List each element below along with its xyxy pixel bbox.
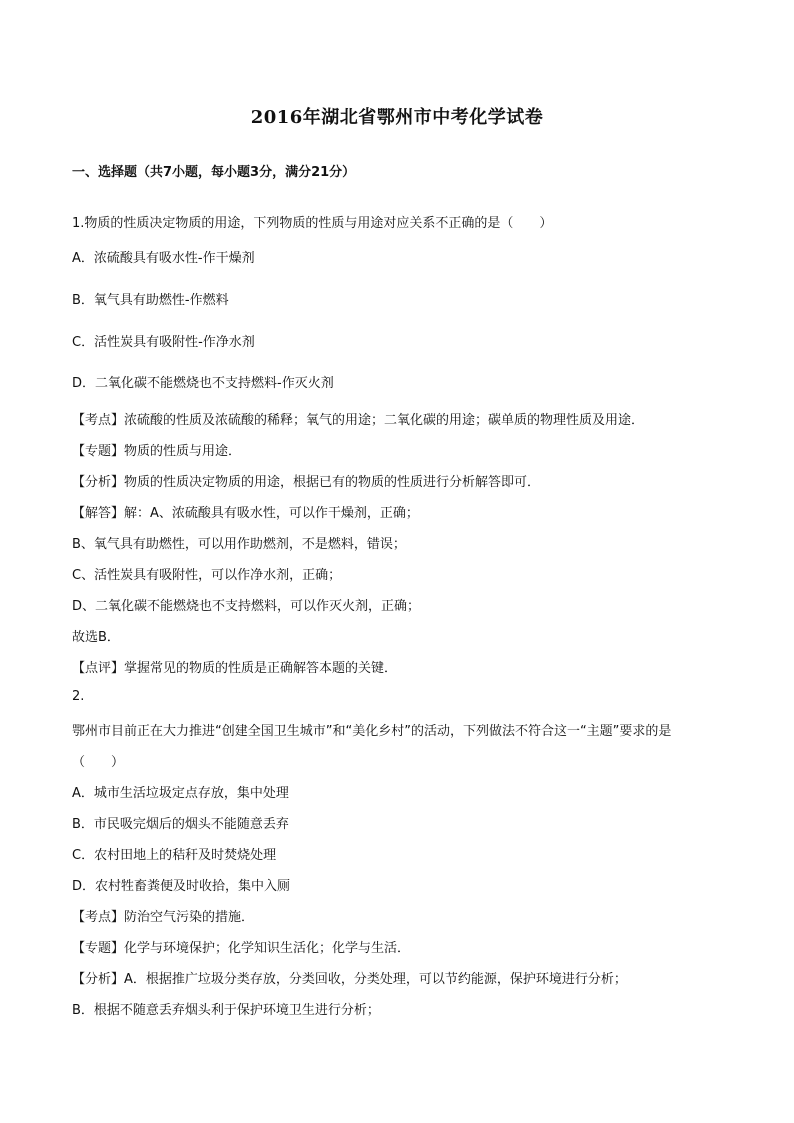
q2-option-c: C．农村田地上的秸秆及时焚烧处理 [72, 848, 277, 863]
q2-option-d: D．农村牲畜粪便及时收拾，集中入厕 [72, 879, 291, 894]
q2-stem: 鄂州市目前正在大力推进“创建全国卫生城市”和“美化乡村”的活动，下列做法不符合这一“主题”要求的是 [72, 724, 672, 739]
q1-dianping: 【点评】掌握常见的物质的性质是正确解答本题的关键． [72, 661, 398, 676]
q2-stem-bracket: （ ） [72, 755, 125, 770]
section-heading: 一、选择题（共7小题，每小题3分，满分21分） [72, 165, 356, 180]
q2-kaodian: 【考点】防治空气污染的措施． [72, 910, 255, 925]
page-title: 2016年湖北省鄂州市中考化学试卷 [250, 107, 544, 128]
q1-fenxi: 【分析】物质的性质决定物质的用途，根据已有的物质的性质进行分析解答即可． [72, 475, 541, 490]
q2-fenxi-line: 【分析】A．根据推广垃圾分类存放，分类回收，分类处理，可以节约能源，保护环境进行分析； [72, 972, 627, 987]
q1-jieda-line: C、活性炭具有吸附性，可以作净水剂，正确； [72, 568, 342, 583]
q1-jieda-line: B、氧气具有助燃性，可以用作助燃剂，不是燃料，错误； [72, 537, 406, 552]
q1-option-c: C．活性炭具有吸附性-作净水剂 [72, 335, 255, 350]
q1-kaodian: 【考点】浓硫酸的性质及浓硫酸的稀释；氧气的用途；二氧化碳的用途；碳单质的物理性质及用途． [72, 413, 645, 428]
q1-option-a: A．浓硫酸具有吸水性-作干燥剂 [72, 251, 255, 266]
q2-option-b: B．市民吸完烟后的烟头不能随意丢弃 [72, 817, 289, 832]
q1-jieda-line: 【解答】解：A、浓硫酸具有吸水性，可以作干燥剂，正确； [72, 506, 419, 521]
q2-option-a: A．城市生活垃圾定点存放，集中处理 [72, 786, 289, 801]
q1-stem: 1.物质的性质决定物质的用途，下列物质的性质与用途对应关系不正确的是（ ） [72, 216, 553, 231]
q2-fenxi-line: B．根据不随意丢弃烟头利于保护环境卫生进行分析； [72, 1003, 380, 1018]
q1-jieda-line: D、二氧化碳不能燃烧也不支持燃料，可以作灭火剂，正确； [72, 599, 421, 614]
q2-zhuanti: 【专题】化学与环境保护；化学知识生活化；化学与生活． [72, 941, 411, 956]
q1-zhuanti: 【专题】物质的性质与用途． [72, 444, 242, 459]
q2-number: 2. [72, 689, 85, 704]
q1-answer: 故选B． [72, 630, 120, 645]
q1-option-b: B．氧气具有助燃性-作燃料 [72, 293, 229, 308]
q1-option-d: D．二氧化碳不能燃烧也不支持燃料-作灭火剂 [72, 376, 334, 391]
